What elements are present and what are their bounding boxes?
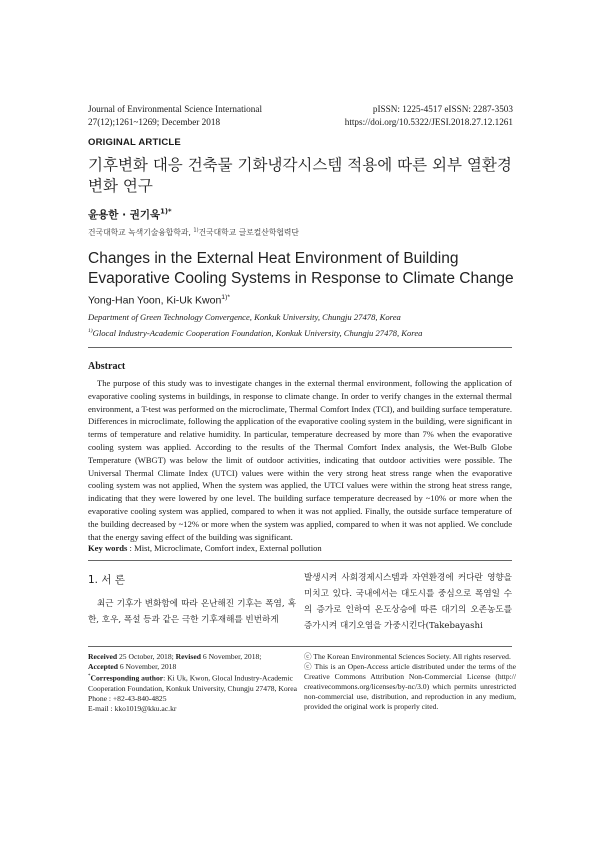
abstract-heading: Abstract <box>88 361 126 372</box>
received-label: Received <box>88 652 118 661</box>
phone: Phone : +82-43-840-4825 <box>88 693 167 703</box>
korean-affiliation <box>88 227 299 238</box>
keywords <box>88 543 322 553</box>
english-affiliation-2-line <box>88 325 422 340</box>
section-heading-introduction: 1. 서 론 <box>88 574 125 586</box>
english-affiliation-1: Department of Green Technology Convergence, Konkuk University, Chungju 27478, Korea <box>88 312 401 322</box>
english-author-names: Yong-Han Yoon, Ki-Uk Kwon <box>88 294 222 307</box>
english-author-sup: 1)* <box>221 294 231 301</box>
doi-link[interactable]: https://doi.org/10.5322/JESI.2018.27.12.1261 <box>344 117 513 127</box>
keywords-text: : Mist, Microclimate, Comfort index, External pollution <box>127 543 322 553</box>
article-type: ORIGINAL ARTICLE <box>88 137 181 148</box>
corresponding-line: *Corresponding author: Ki Uk, Kwon, Glocal Industry-Academic Cooperation Foundation, Konkuk University, Chungju 27478, Korea <box>88 673 297 693</box>
license: ⓒ This is an Open-Access article distributed under the terms of the Creative Commons Attribution Non-Commercial License (http:// creativecommons.org/licenses/by-nc/3.0) which permits unrestricted non-commercial use, distribution, and reproduction in any medium, provided the original work is properly cited. <box>304 662 516 712</box>
copyright: ⓒ The Korean Environmental Sciences Society. All rights reserved. <box>304 652 511 661</box>
korean-affiliation-2: 건국대학교 글로컬산학협력단 <box>198 228 299 237</box>
korean-title: 기후변화 대응 건축물 기화냉각시스템 적용에 따른 외부 열환경 변화 연구 <box>88 156 512 195</box>
journal-volume: 27(12);1261~1269; December 2018 <box>88 117 221 127</box>
corresponding-label: Corresponding author <box>90 673 164 683</box>
english-affiliation <box>88 311 422 340</box>
accepted-line <box>88 662 298 672</box>
korean-author-sup: 1)* <box>160 207 172 216</box>
received-date: 25 October, 2018; <box>117 652 176 661</box>
english-authors <box>88 294 230 307</box>
footnote-rule <box>88 646 512 647</box>
footnote-left <box>88 652 298 714</box>
issn: pISSN: 1225-4517 eISSN: 2287-3503 <box>372 104 513 114</box>
keywords-label: Key words <box>88 543 128 553</box>
abstract-body: The purpose of this study was to investigate changes in the external thermal environment, following the application of evaporative cooling systems in buildings, in response to climate change. In order to verify changes in the external thermal environment, a T-test was performed on the microclimate, Thermal Comfort Index (TCI), and building surface temperature. Differences in microclimate, following the application of the evaporative cooling system in the building, were significant in terms of temperature and relative humidity. In particular, temperature decreased by more than 7% when the evaporative cooling system was applied. According to the results of the Thermal Comfort Index analysis, the Wet-Bulb Globe Temperature (WBGT) was below the limit of outdoor activities, indicating that outdoor activities were possible. The Universal Thermal Climate Index (UTCI) values were within the very strong heat stress range when the evaporative cooling system was not applied, When the system was applied, the UTCI values were within the strong heat stress range, indicating that they were lowered by one level. The building surface temperature decreased by ~10% or more when the evaporative cooling system was applied, compared to when it was not applied. Finally, the outside surface temperature of the building decreased by ~12% or more when the system was applied, compared to when it was not applied. We conclude that the energy saving effect of the building was significant. <box>88 378 512 542</box>
english-affiliation-2-sup: 1) <box>88 327 93 334</box>
footnote-right <box>304 652 516 713</box>
korean-authors <box>88 207 172 222</box>
korean-affiliation-1: 건국대학교 녹색기술융합학과, <box>88 228 194 237</box>
email[interactable]: E-mail : kko1019@kku.ac.kr <box>88 704 177 713</box>
journal-header-right <box>345 103 513 129</box>
keywords-bottom-rule <box>88 560 512 561</box>
accepted-label: Accepted <box>88 662 118 672</box>
english-affiliation-2: Glocal Industry-Academic Cooperation Foundation, Konkuk University, Chungju 27478, Korea <box>92 327 423 338</box>
revised-date: 6 November, 2018; <box>200 652 262 661</box>
corresponding-text: : Ki Uk, Kwon, Glocal Industry-Academic Cooperation Foundation, Konkuk University, Chungju 27478, Korea <box>88 673 297 693</box>
intro-right-column: 발생시켜 사회경제시스템과 자연환경에 커다란 영향을 미치고 있다. 국내에서는 대도시를 중심으로 폭염일 수의 증가로 인하여 온도상승에 따른 대기의 오존농도를 증가시켜 대기오염을 가중시킨다(Takebayashi <box>304 573 512 631</box>
accepted-date: 6 November, 2018 <box>117 662 177 672</box>
journal-name: Journal of Environmental Science International <box>88 104 262 114</box>
korean-author-names: 윤용한 · 권기욱 <box>88 209 161 221</box>
dates-line <box>88 652 298 662</box>
intro-left-column: 최근 기후가 변화함에 따라 온난해진 기후는 폭염, 혹한, 호우, 폭설 등과 같은 극한 기후재해를 빈번하게 <box>88 599 296 625</box>
abstract-top-rule <box>88 347 512 348</box>
english-title: Changes in the External Heat Environment of Building Evaporative Cooling Systems in Response to Climate Change <box>88 250 514 287</box>
revised-label: Revised <box>175 652 201 661</box>
journal-header-left <box>88 103 262 129</box>
korean-affiliation-2-sup: 1) <box>193 227 199 234</box>
